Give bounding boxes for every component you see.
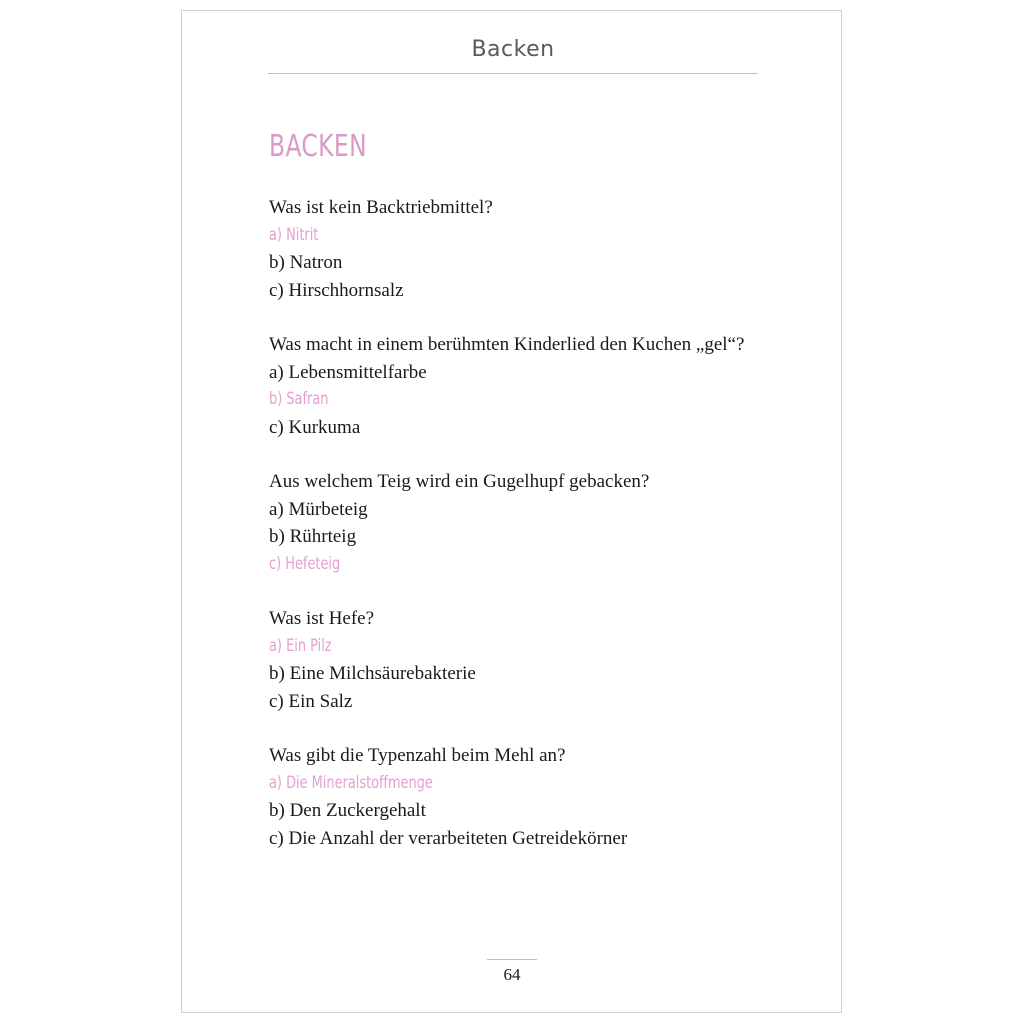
answer-option: c) Hefeteig xyxy=(269,553,341,574)
book-page xyxy=(181,10,842,1013)
answer-option: a) Die Mineralstoffmenge xyxy=(269,772,433,793)
answer-option: c) Kurkuma xyxy=(269,416,361,438)
answer-option: a) Lebensmittelfarbe xyxy=(269,361,427,383)
answer-option: b) Eine Milchsäurebakterie xyxy=(269,663,476,684)
header-divider xyxy=(268,73,758,74)
question-text: Was macht in einem berühmten Kinderlied den Kuchen „gel“? xyxy=(269,334,745,355)
question-text: Was ist kein Backtriebmittel? xyxy=(269,197,493,218)
quiz-content xyxy=(269,194,757,879)
answer-option: b) Rührteig xyxy=(269,526,357,547)
question-block xyxy=(269,742,757,852)
answer-option: b) Den Zuckergehalt xyxy=(269,800,426,821)
answer-option: a) Ein Pilz xyxy=(269,635,332,656)
question-block xyxy=(269,605,757,715)
answer-option: b) Safran xyxy=(269,389,329,409)
answer-option: c) Hirschhornsalz xyxy=(269,279,404,301)
answer-option: c) Ein Salz xyxy=(269,690,353,712)
section-title: BACKEN xyxy=(269,129,367,164)
answer-option: a) Nitrit xyxy=(269,224,319,245)
answer-option: c) Die Anzahl der verarbeiteten Getreidekörner xyxy=(269,827,628,849)
question-block xyxy=(269,468,757,578)
question-text: Aus welchem Teig wird ein Gugelhupf gebacken? xyxy=(269,471,650,492)
question-text: Was ist Hefe? xyxy=(269,608,375,629)
answer-option: b) Natron xyxy=(269,252,343,273)
footer-divider xyxy=(487,959,537,960)
question-block xyxy=(269,194,757,304)
running-header: Backen xyxy=(471,37,555,62)
answer-option: a) Mürbeteig xyxy=(269,498,368,520)
question-text: Was gibt die Typenzahl beim Mehl an? xyxy=(269,745,566,766)
page-number: 64 xyxy=(503,965,521,984)
question-block xyxy=(269,331,757,441)
